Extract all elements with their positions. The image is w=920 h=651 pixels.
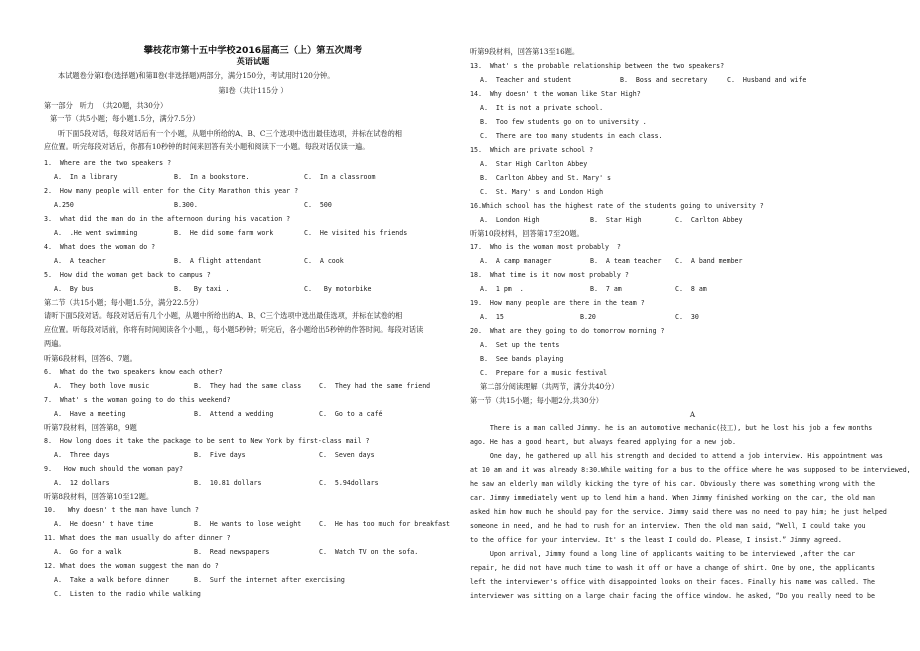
q18-option-c: C. 8 am: [675, 285, 707, 293]
material-7-note: 听第7段材料，回答第8，9题: [44, 423, 137, 432]
q16-option-c: C. Carlton Abbey: [675, 216, 743, 224]
passage-line-2: ago. He has a good heart, but always feared applying for a new job.: [470, 438, 736, 446]
q13-option-b: B. Boss and secretary: [620, 76, 708, 84]
exam-subtitle: 英语试题: [236, 56, 270, 66]
q10-option-c: C. He has too much for breakfast: [319, 520, 451, 528]
q20-option-a: A. Set up the tents: [480, 341, 560, 349]
q7-option-b: B. Attend a wedding: [194, 410, 274, 418]
q17-option-b: B. A team teacher: [590, 257, 662, 265]
passage-line-3: One day, he gathered up all his strength and decided to attend a job interview. His appointment was: [470, 452, 883, 460]
section-two-heading: 第二节（共15小题；每小题1.5分，满分22.5分）: [44, 298, 203, 307]
section-two-instructions-cont: 应位置。听每段对话前，你将有时间阅读各个小题，，每小题5秒钟；听完后，各小题给出5秒钟的作答时间。每段对话读: [44, 325, 424, 334]
passage-line-10: Upon arrival, Jimmy found a long line of applicants waiting to be interviewed ,after the car: [470, 550, 856, 558]
intro-text: 本试题卷分第Ⅰ卷(选择题)和第Ⅱ卷(非选择题)两部分，满分150分，考试用时120分钟。: [58, 71, 335, 80]
question-6: 6. What do the two speakers know each other?: [44, 368, 223, 376]
q12-option-b: B. Surf the internet after exercising: [194, 576, 345, 584]
question-13: 13. What' s the probable relationship between the two speakers?: [470, 62, 725, 70]
section-two-instructions-end: 两遍。: [44, 339, 66, 348]
q9-option-c: C. 5.94dollars: [319, 479, 379, 487]
q18-option-b: B. 7 am: [590, 285, 622, 293]
passage-line-12: left the interviewer's office with disappointed looks on their faces. Finally his name was called. The: [470, 578, 875, 586]
q20-option-b: B. See bands playing: [480, 355, 564, 363]
q11-option-c: C. Watch TV on the sofa.: [319, 548, 419, 556]
q11-option-a: A. Go for a walk: [54, 548, 122, 556]
volume-one-heading: 第Ⅰ卷（共计115分 ）: [218, 86, 288, 95]
question-3: 3. what did the man do in the afternoon during his vacation ?: [44, 215, 291, 223]
q3-option-a: A. .He went swimming: [54, 229, 138, 237]
material-9-note: 听第9段材料，回答第13至16题。: [470, 47, 580, 56]
passage-line-13: interviewer was sitting on a large chair facing the office window. he asked, “Do you really need to be: [470, 592, 875, 600]
passage-line-5: he saw an elderly man wildly kicking the tyre of his car. Obviously there was something wrong with the: [470, 480, 875, 488]
q2-option-c: C. 500: [304, 201, 332, 209]
q8-option-b: B. Five days: [194, 451, 246, 459]
q9-option-b: B. 10.81 dollars: [194, 479, 262, 487]
q5-option-b: B. By taxi .: [174, 285, 230, 293]
question-8: 8. How long does it take the package to be sent to New York by first-class mail ?: [44, 437, 370, 445]
q10-option-a: A. He doesn' t have time: [54, 520, 154, 528]
q8-option-a: A. Three days: [54, 451, 110, 459]
q9-option-a: A. 12 dollars: [54, 479, 110, 487]
question-15: 15. Which are private school ?: [470, 146, 594, 154]
question-17: 17. Who is the woman most probably ?: [470, 243, 621, 251]
q5-option-a: A. By bus: [54, 285, 94, 293]
passage-line-6: car. Jimmy immediately went up to lend him a hand. When Jimmy finished working on the car, the old man: [470, 494, 875, 502]
q13-option-a: A. Teacher and student: [480, 76, 572, 84]
q15-option-b: B. Carlton Abbey and St. Mary' s: [480, 174, 612, 182]
q1-option-a: A. In a library: [54, 173, 118, 181]
q19-option-a: A. 15: [480, 313, 504, 321]
q12-option-a: A. Take a walk before dinner: [54, 576, 170, 584]
passage-line-11: repair, he did not have much time to wash it off or have a change of shirt. One by one, the applicants: [470, 564, 875, 572]
q2-option-a: A.250: [54, 201, 74, 209]
q7-option-a: A. Have a meeting: [54, 410, 126, 418]
q11-option-b: B. Read newspapers: [194, 548, 270, 556]
question-2: 2. How many people will enter for the City Marathon this year ?: [44, 187, 299, 195]
q14-option-a: A. It is not a private school.: [480, 104, 604, 112]
question-20: 20. What are they going to do tomorrow morning ?: [470, 327, 665, 335]
passage-line-7: asked him how much he should pay for the service. Jimmy said there was no need to pay him; he just helped: [470, 508, 887, 516]
q19-option-b: B.20: [580, 313, 596, 321]
material-10-note: 听第10段材料，回答第17至20题。: [470, 229, 584, 238]
q14-option-c: C. There are too many students in each class.: [480, 132, 663, 140]
q3-option-c: C. He visited his friends: [304, 229, 408, 237]
part-two-heading: 第二部分阅读理解（共两节，满分共40分）: [480, 382, 619, 391]
passage-line-9: to the office for your interview. It' s the least I could do. Please，I insist.” Jimmy agreed.: [470, 536, 842, 544]
q16-option-a: A. London High: [480, 216, 540, 224]
q1-option-b: B. In a bookstore.: [174, 173, 250, 181]
question-5: 5. How did the woman get back to campus ?: [44, 271, 211, 279]
q17-option-c: C. A band member: [675, 257, 743, 265]
q14-option-b: B. Too few students go on to university .: [480, 118, 647, 126]
q5-option-c: C. By motorbike: [304, 285, 372, 293]
q15-option-c: C. St. Mary' s and London High: [480, 188, 604, 196]
q18-option-a: A. 1 pm .: [480, 285, 524, 293]
section-one-heading: 第一节（共5小题；每小题1.5分，满分7.5分）: [50, 114, 200, 123]
part-one-heading: 第一部分 听力 （共20题，共30分）: [44, 101, 168, 110]
q13-option-c: C. Husband and wife: [727, 76, 807, 84]
passage-line-8: someone in need, and he had to rush for an interview. Then the old man said, “Well，I could take you: [470, 522, 866, 530]
q17-option-a: A. A camp manager: [480, 257, 552, 265]
question-4: 4. What does the woman do ?: [44, 243, 156, 251]
passage-line-1: There is a man called Jimmy. he is an automotive mechanic(技工), but he lost his job a few months: [470, 424, 873, 432]
question-18: 18. What time is it now most probably ?: [470, 271, 629, 279]
q2-option-b: B.300.: [174, 201, 198, 209]
passage-label: A: [689, 410, 696, 419]
q6-option-a: A. They both love music: [54, 382, 150, 390]
material-6-note: 听第6段材料，回答6、7题。: [44, 354, 137, 363]
question-19: 19. How many people are there in the team ?: [470, 299, 645, 307]
q1-option-c: C. In a classroom: [304, 173, 376, 181]
exam-title: 攀枝花市第十五中学校2016届高三（上）第五次周考: [143, 45, 363, 56]
passage-line-4: at 10 am and it was already 8:30.While waiting for a bus to the office where he was supposed to be interviewed,: [470, 466, 911, 474]
q6-option-c: C. They had the same friend: [319, 382, 431, 390]
q15-option-a: A. Star High Carlton Abbey: [480, 160, 588, 168]
q3-option-b: B. He did some farm work: [174, 229, 274, 237]
question-10: 10. Why doesn' t the man have lunch ?: [44, 506, 199, 514]
q6-option-b: B. They had the same class: [194, 382, 302, 390]
q4-option-b: B. A flight attendant: [174, 257, 262, 265]
question-11: 11. What does the man usually do after dinner ?: [44, 534, 231, 542]
q16-option-b: B. Star High: [590, 216, 642, 224]
question-16: 16.Which school has the highest rate of the students going to university ?: [470, 202, 764, 210]
section-two-instructions: 请听下面5段对话。每段对话后有几个小题，从题中所给出的A、B、C三个选项中选出最佳选项，并标在试卷的相: [44, 311, 403, 320]
question-14: 14. Why doesn' t the woman like Star High?: [470, 90, 641, 98]
question-7: 7. What' s the woman going to do this weekend?: [44, 396, 231, 404]
section-one-instructions: 听下面5段对话，每段对话后有一个小题，从题中所给的A、B、C三个选项中选出最佳选项，并标在试卷的相: [58, 129, 402, 138]
q7-option-c: C. Go to a café: [319, 410, 383, 418]
section-one-instructions-cont: 应位置。听完每段对话后，你都有10秒钟的时间来回答有关小题和阅读下一小题。每段对话仅读一遍。: [44, 142, 370, 151]
q10-option-b: B. He wants to lose weight: [194, 520, 302, 528]
q8-option-c: C. Seven days: [319, 451, 375, 459]
part-two-section-one: 第一节（共15小题；每小题2分,共30分）: [470, 396, 603, 405]
material-8-note: 听第8段材料，回答第10至12题。: [44, 492, 154, 501]
q4-option-a: A. A teacher: [54, 257, 106, 265]
q4-option-c: C. A cook: [304, 257, 344, 265]
q12-option-c: C. Listen to the radio while walking: [54, 590, 201, 598]
q20-option-c: C. Prepare for a music festival: [480, 369, 608, 377]
question-1: 1. Where are the two speakers ?: [44, 159, 172, 167]
q19-option-c: C. 30: [675, 313, 699, 321]
question-12: 12. What does the woman suggest the man do ?: [44, 562, 219, 570]
question-9: 9. How much should the woman pay?: [44, 465, 183, 473]
